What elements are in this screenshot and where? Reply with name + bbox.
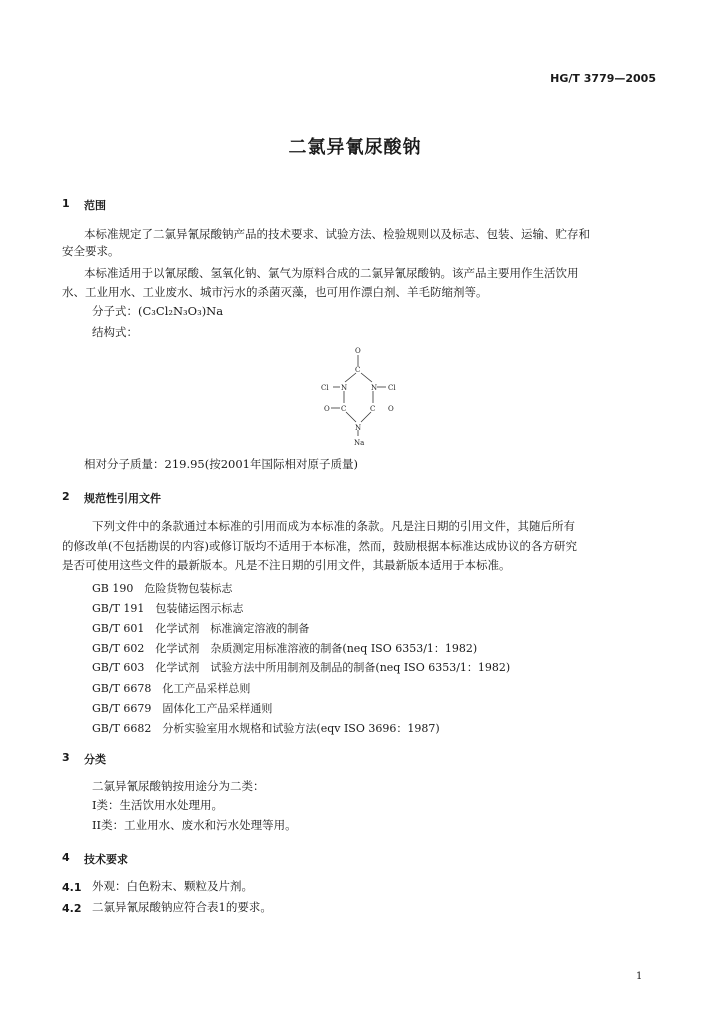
structural-formula bbox=[316, 342, 406, 454]
section-3-title: 分类 bbox=[84, 753, 106, 766]
reference-item: GB/T 601 化学试剂 标准滴定溶液的制备 bbox=[92, 622, 310, 635]
section-3-line-2: I类：生活饮用水处理用。 bbox=[92, 798, 224, 812]
molecular-formula: 分子式：(C₃Cl₂N₃O₃)Na bbox=[92, 304, 224, 318]
section-2-number: 2 bbox=[62, 490, 70, 503]
atom-cl-right: Cl bbox=[388, 384, 396, 392]
section-1-title: 范围 bbox=[84, 199, 106, 212]
reference-item: GB 190 危险货物包装标志 bbox=[92, 582, 233, 595]
atom-cl-left: Cl bbox=[321, 384, 329, 392]
atom-n-right: N bbox=[371, 384, 378, 392]
atom-o-left: O bbox=[324, 405, 330, 413]
section-1-para-1-line-2: 安全要求。 bbox=[62, 244, 120, 258]
atom-c-top: C bbox=[355, 366, 361, 374]
bond-c-n-right bbox=[361, 373, 372, 382]
reference-item: GB/T 6678 化工产品采样总则 bbox=[92, 682, 251, 695]
molecular-mass: 相对分子质量：219.95(按2001年国际相对原子质量) bbox=[84, 457, 358, 471]
clause-4-2-text: 二氯异氰尿酸钠应符合表1的要求。 bbox=[92, 900, 272, 914]
section-3-number: 3 bbox=[62, 751, 70, 764]
document-title: 二氯异氰尿酸钠 bbox=[288, 137, 422, 158]
reference-item: GB/T 191 包装储运图示标志 bbox=[92, 602, 244, 615]
bond-c-n-bottom-left bbox=[346, 412, 356, 422]
reference-item: GB/T 603 化学试剂 试验方法中所用制剂及制品的制备(neq ISO 6353/1：1982) bbox=[92, 661, 511, 674]
atom-c-right: C bbox=[370, 405, 376, 413]
reference-item: GB/T 602 化学试剂 杂质测定用标准溶液的制备(neq ISO 6353/1：1982) bbox=[92, 642, 478, 655]
bond-c-n-bottom-right bbox=[361, 412, 371, 422]
atom-na: Na bbox=[354, 439, 365, 447]
structure-label: 结构式： bbox=[92, 325, 138, 339]
reference-item: GB/T 6679 固体化工产品采样通则 bbox=[92, 702, 273, 715]
atom-n-left: N bbox=[341, 384, 348, 392]
clause-4-1-text: 外观：白色粉末、颗粒及片剂。 bbox=[92, 879, 253, 893]
clause-4-1-number: 4.1 bbox=[62, 881, 82, 894]
atom-c-left: C bbox=[341, 405, 347, 413]
section-1-number: 1 bbox=[62, 197, 70, 210]
section-2-intro-line-2: 的修改单(不包括勘误的内容)或修订版均不适用于本标准，然而，鼓励根据本标准达成协议的各方研究 bbox=[62, 539, 577, 553]
section-3-line-1: 二氯异氰尿酸钠按用途分为二类： bbox=[92, 779, 265, 793]
section-2-intro-line-3: 是否可使用这些文件的最新版本。凡是不注日期的引用文件，其最新版本适用于本标准。 bbox=[62, 558, 511, 572]
clause-4-2-number: 4.2 bbox=[62, 902, 82, 915]
section-2-intro-line-1: 下列文件中的条款通过本标准的引用而成为本标准的条款。凡是注日期的引用文件，其随后所有 bbox=[92, 519, 575, 533]
section-3-line-3: II类：工业用水、废水和污水处理等用。 bbox=[92, 818, 297, 832]
section-4-title: 技术要求 bbox=[84, 853, 128, 866]
reference-item: GB/T 6682 分析实验室用水规格和试验方法(eqv ISO 3696：1987) bbox=[92, 722, 440, 735]
page-number: 1 bbox=[636, 971, 643, 982]
section-1-para-2-line-2: 水、工业用水、工业废水、城市污水的杀菌灭藻，也可用作漂白剂、羊毛防缩剂等。 bbox=[62, 285, 488, 299]
section-2-title: 规范性引用文件 bbox=[84, 492, 161, 505]
atom-o-top: O bbox=[355, 347, 361, 355]
section-1-para-2-line-1: 本标准适用于以氰尿酸、氢氧化钠、氯气为原料合成的二氯异氰尿酸钠。该产品主要用作生活饮用 bbox=[84, 266, 579, 280]
section-1-para-1-line-1: 本标准规定了二氯异氰尿酸钠产品的技术要求、试验方法、检验规则以及标志、包装、运输、贮存和 bbox=[84, 227, 590, 241]
bond-c-n-left bbox=[345, 373, 356, 382]
standard-code: HG/T 3779—2005 bbox=[550, 72, 656, 85]
section-4-number: 4 bbox=[62, 851, 70, 864]
atom-o-right: O bbox=[388, 405, 394, 413]
atom-n-bottom: N bbox=[355, 424, 362, 432]
